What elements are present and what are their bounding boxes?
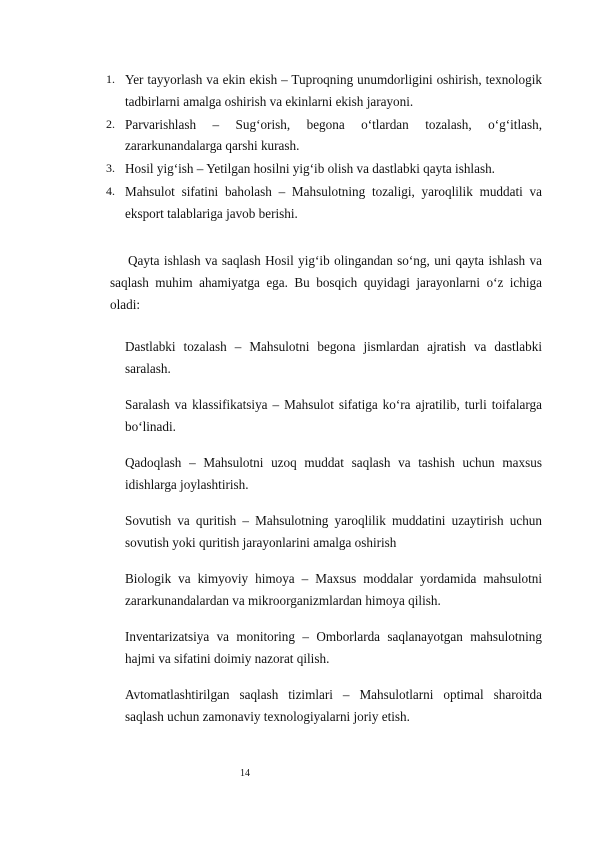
list-item-number: 3. <box>106 161 115 175</box>
process-step: Avtomatlashtirilgan saqlash tizimlari – Mahsulotlarni optimal sharoitda saqlash uchun zamonaviy texnologiyalarni joriy etish. <box>125 687 542 724</box>
process-step: Biologik va kimyoviy himoya – Maxsus moddalar yordamida mahsulotni zararkunandalardan va mikroorganizmlardan himoya qilish. <box>125 571 542 608</box>
list-item <box>105 158 542 180</box>
list-item-text: Mahsulot sifatini baholash – Mahsulotning tozaligi, yaroqlilik muddati va eksport talablariga javob berishi. <box>125 184 542 221</box>
list-item <box>105 181 542 224</box>
list-item-number: 2. <box>106 116 115 131</box>
list-item-number: 4. <box>106 184 115 198</box>
intro-paragraph: Qayta ishlash va saqlash Hosil yig‘ib olingandan so‘ng, uni qayta ishlash va saqlash muhim ahamiyatga ega. Bu bosqich quyidagi jarayonlarni o‘z ichiga oladi: <box>110 253 542 312</box>
list-item-text: Parvarishlash – Sug‘orish, begona o‘tlardan tozalash, o‘g‘itlash, zararkunandalarga qarshi kurash. <box>125 116 542 153</box>
list-item-number: 1. <box>106 72 115 86</box>
list-item <box>105 69 542 112</box>
list-item <box>105 114 542 157</box>
process-step: Saralash va klassifikatsiya – Mahsulot sifatiga ko‘ra ajratilib, turli toifalarga bo‘linadi. <box>125 397 542 434</box>
list-item-text: Hosil yig‘ish – Yetilgan hosilni yig‘ib olish va dastlabki qayta ishlash. <box>125 161 495 176</box>
process-step: Qadoqlash – Mahsulotni uzoq muddat saqlash va tashish uchun maxsus idishlarga joylashtirish. <box>125 455 542 492</box>
list-item-text: Yer tayyorlash va ekin ekish – Tuproqning unumdorligini oshirish, texnologik tadbirlarni amalga oshirish va ekinlarni ekish jarayoni. <box>125 72 542 109</box>
process-step: Inventarizatsiya va monitoring – Omborlarda saqlanayotgan mahsulotning hajmi va sifatini doimiy nazorat qilish. <box>125 629 542 666</box>
process-step: Sovutish va quritish – Mahsulotning yaroqlilik muddatini uzaytirish uchun sovutish yoki quritish jarayonlarini amalga oshirish <box>125 513 542 550</box>
page-number: 14 <box>240 768 250 779</box>
process-step: Dastlabki tozalash – Mahsulotni begona jismlardan ajratish va dastlabki saralash. <box>125 339 542 376</box>
process-steps <box>125 336 542 742</box>
numbered-list <box>105 69 542 226</box>
